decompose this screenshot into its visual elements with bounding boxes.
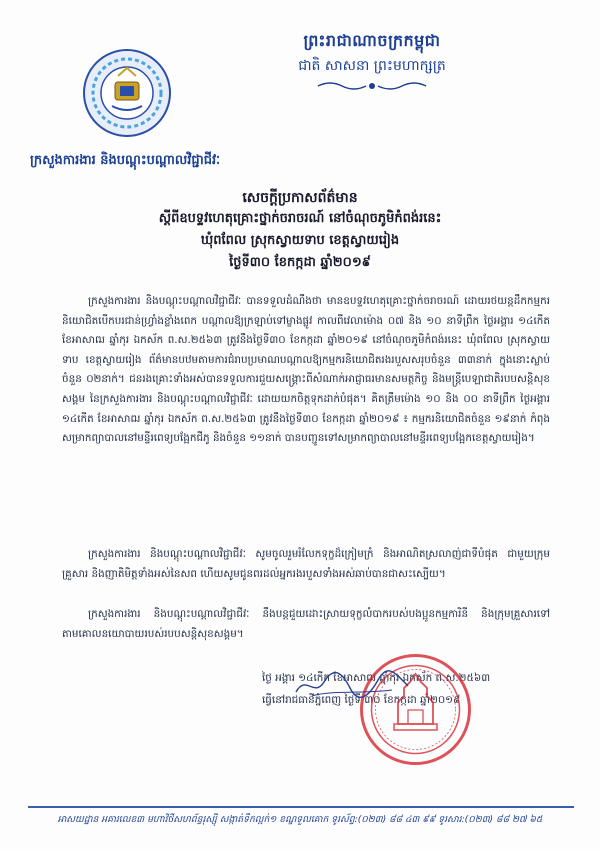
ministry-name: ក្រសួងការងារ និងបណ្តុះបណ្តាលវិជ្ជាជីវៈ [30,153,221,168]
ministry-logo [82,48,172,138]
footer-divider [28,806,574,808]
document-title: សេចក្តីប្រកាសព័ត៌មាន [242,190,358,206]
footer-address: អាសយដ្ឋាន អគារលេខ៣ មហាវិថីសហព័ន្ធរុស្ស៊ី សង្កាត់ទឹកល្អក់១ ខណ្ឌទួលគោក ទូរស័ព្ទ:(០២៣) ៨៨ ៤៣ ៩៩ ទូរសារ:(០២៣) ៨៨ ២៧ ៦៥ [57,814,543,825]
body-paragraph-1: ក្រសួងការងារ និងបណ្តុះបណ្តាលវិជ្ជាជីវៈ បានទទួលដំណឹងថា មានឧបទ្ទវហេតុគ្រោះថ្នាក់ចរាចរណ៍ ដោយរថយន្តដឹកកម្មករនិយោជិតបើកបរជាន់ហ្វ្រាំងខ្លាំងពេក បណ្តាលឱ្យក្រឡាប់ទៅម្ខាងផ្លូវ កាលពីវេលាម៉ោង ០៧ និង ១០ នាទីព្រឹក ថ្ងៃអង្គារ ១៤កើត ខែអាសាឍ ឆ្នាំកុរ ឯកស័ក ព.ស.២៥៦៣ ត្រូវនឹងថ្ងៃទី៣០ ខែកក្កដា ឆ្នាំ២០១៩ នៅចំណុចភូមិកំពង់រនេះ ឃុំពពែល ស្រុកស្វាយទាប ខេត្តស្វាយរៀង ព័ត៌មានបឋមតាមការជំរាបប្រមាណបណ្តាលឱ្យកម្មករនិយោជិតរងរបួសសរុបចំនួន ៣៣នាក់ ក្នុងនោះស្លាប់ចំនួន ០២នាក់។ ជនរងគ្រោះទាំងអស់បានទទួលការជួយសង្គ្រោះពីសំណាក់អាជ្ញាធរមានសមត្ថកិច្ច និងមន្ត្រីបេឡាជាតិរបបសន្តិសុខសង្គម នៃក្រសួងការងារ និងបណ្តុះបណ្តាលវិជ្ជាជីវៈ ដោយយកចិត្តទុកដាក់បំផុត។ គិតត្រឹមម៉ោង ១០ និង ០០ នាទីព្រឹក ថ្ងៃអង្គារ ១៤កើត ខែអាសាឍ ឆ្នាំកុរ ឯកស័ក ព.ស.២៥៦៣ ត្រូវនឹងថ្ងៃទី៣០ ខែកក្កដា ឆ្នាំ២០១៩ ៖ កម្មករនិយោជិតចំនួន ១៩នាក់ កំពុងសម្រាកព្យាបាលនៅមន្ទីរពេទ្យបង្អែកជីភូ និងចំនួន ១១នាក់ បានបញ្ជូនទៅសម្រាកព្យាបាលនៅមន្ទីរពេទ្យបង្អែកខេត្តស្វាយរៀង។ [62,295,550,445]
body-paragraph-2: ក្រសួងការងារ និងបណ្តុះបណ្តាលវិជ្ជាជីវៈ សូមចូលរួមរំលែកទុក្ខដ៏ក្រៀមក្រំ និងអាណិតស្រលាញ់ជាទីបំផុត ជាមួយក្រុមគ្រួសារ និងញាតិមិត្តទាំងអស់នៃសព ហើយសូមជូនពរដល់អ្នករងរបួសទាំងអស់ឆាប់បានជាសះស្បើយ។ [62,548,550,580]
body-paragraph-3: ក្រសួងការងារ និងបណ្តុះបណ្តាលវិជ្ជាជីវៈ នឹងបន្តជួយដោះស្រាយទុក្ខលំបាករបស់បងប្អូនកម្មការិនី និងក្រុមគ្រួសារទៅតាមគោលនយោបាយរបស់របបសន្តិសុខសង្គម។ [62,608,550,640]
kingdom-heading: ព្រះរាជាណាចក្រកម្ពុជា [303,31,441,50]
solar-date: ធ្វើនៅរាជធានីភ្នំពេញ ថ្ងៃទី ៣០ ខែកក្កដា ឆ្នាំ២០១៩ [262,694,461,706]
document-date: ថ្ងៃទី៣០ ខែកក្កដា ឆ្នាំ២០១៩ [229,255,371,270]
lunar-date: ថ្ងៃ អង្គារ ១៤កើត ខែអាសាឍ ឆ្នាំកុរ ឯកស័ក ព.ស.២៥៦៣ [262,672,491,684]
document-location: ឃុំពពែល ស្រុកស្វាយទាប ខេត្តស្វាយរៀង [200,233,400,248]
national-motto: ជាតិ សាសនា ព្រះមហាក្សត្រ [298,58,446,74]
signature-scribble [292,664,412,704]
document-subject: ស្តីពីឧបទ្ទវហេតុគ្រោះថ្នាក់ចរាចរណ៍ នៅចំណុចភូមិកំពង់រនេះ [158,211,442,226]
ornament-divider [316,80,428,92]
